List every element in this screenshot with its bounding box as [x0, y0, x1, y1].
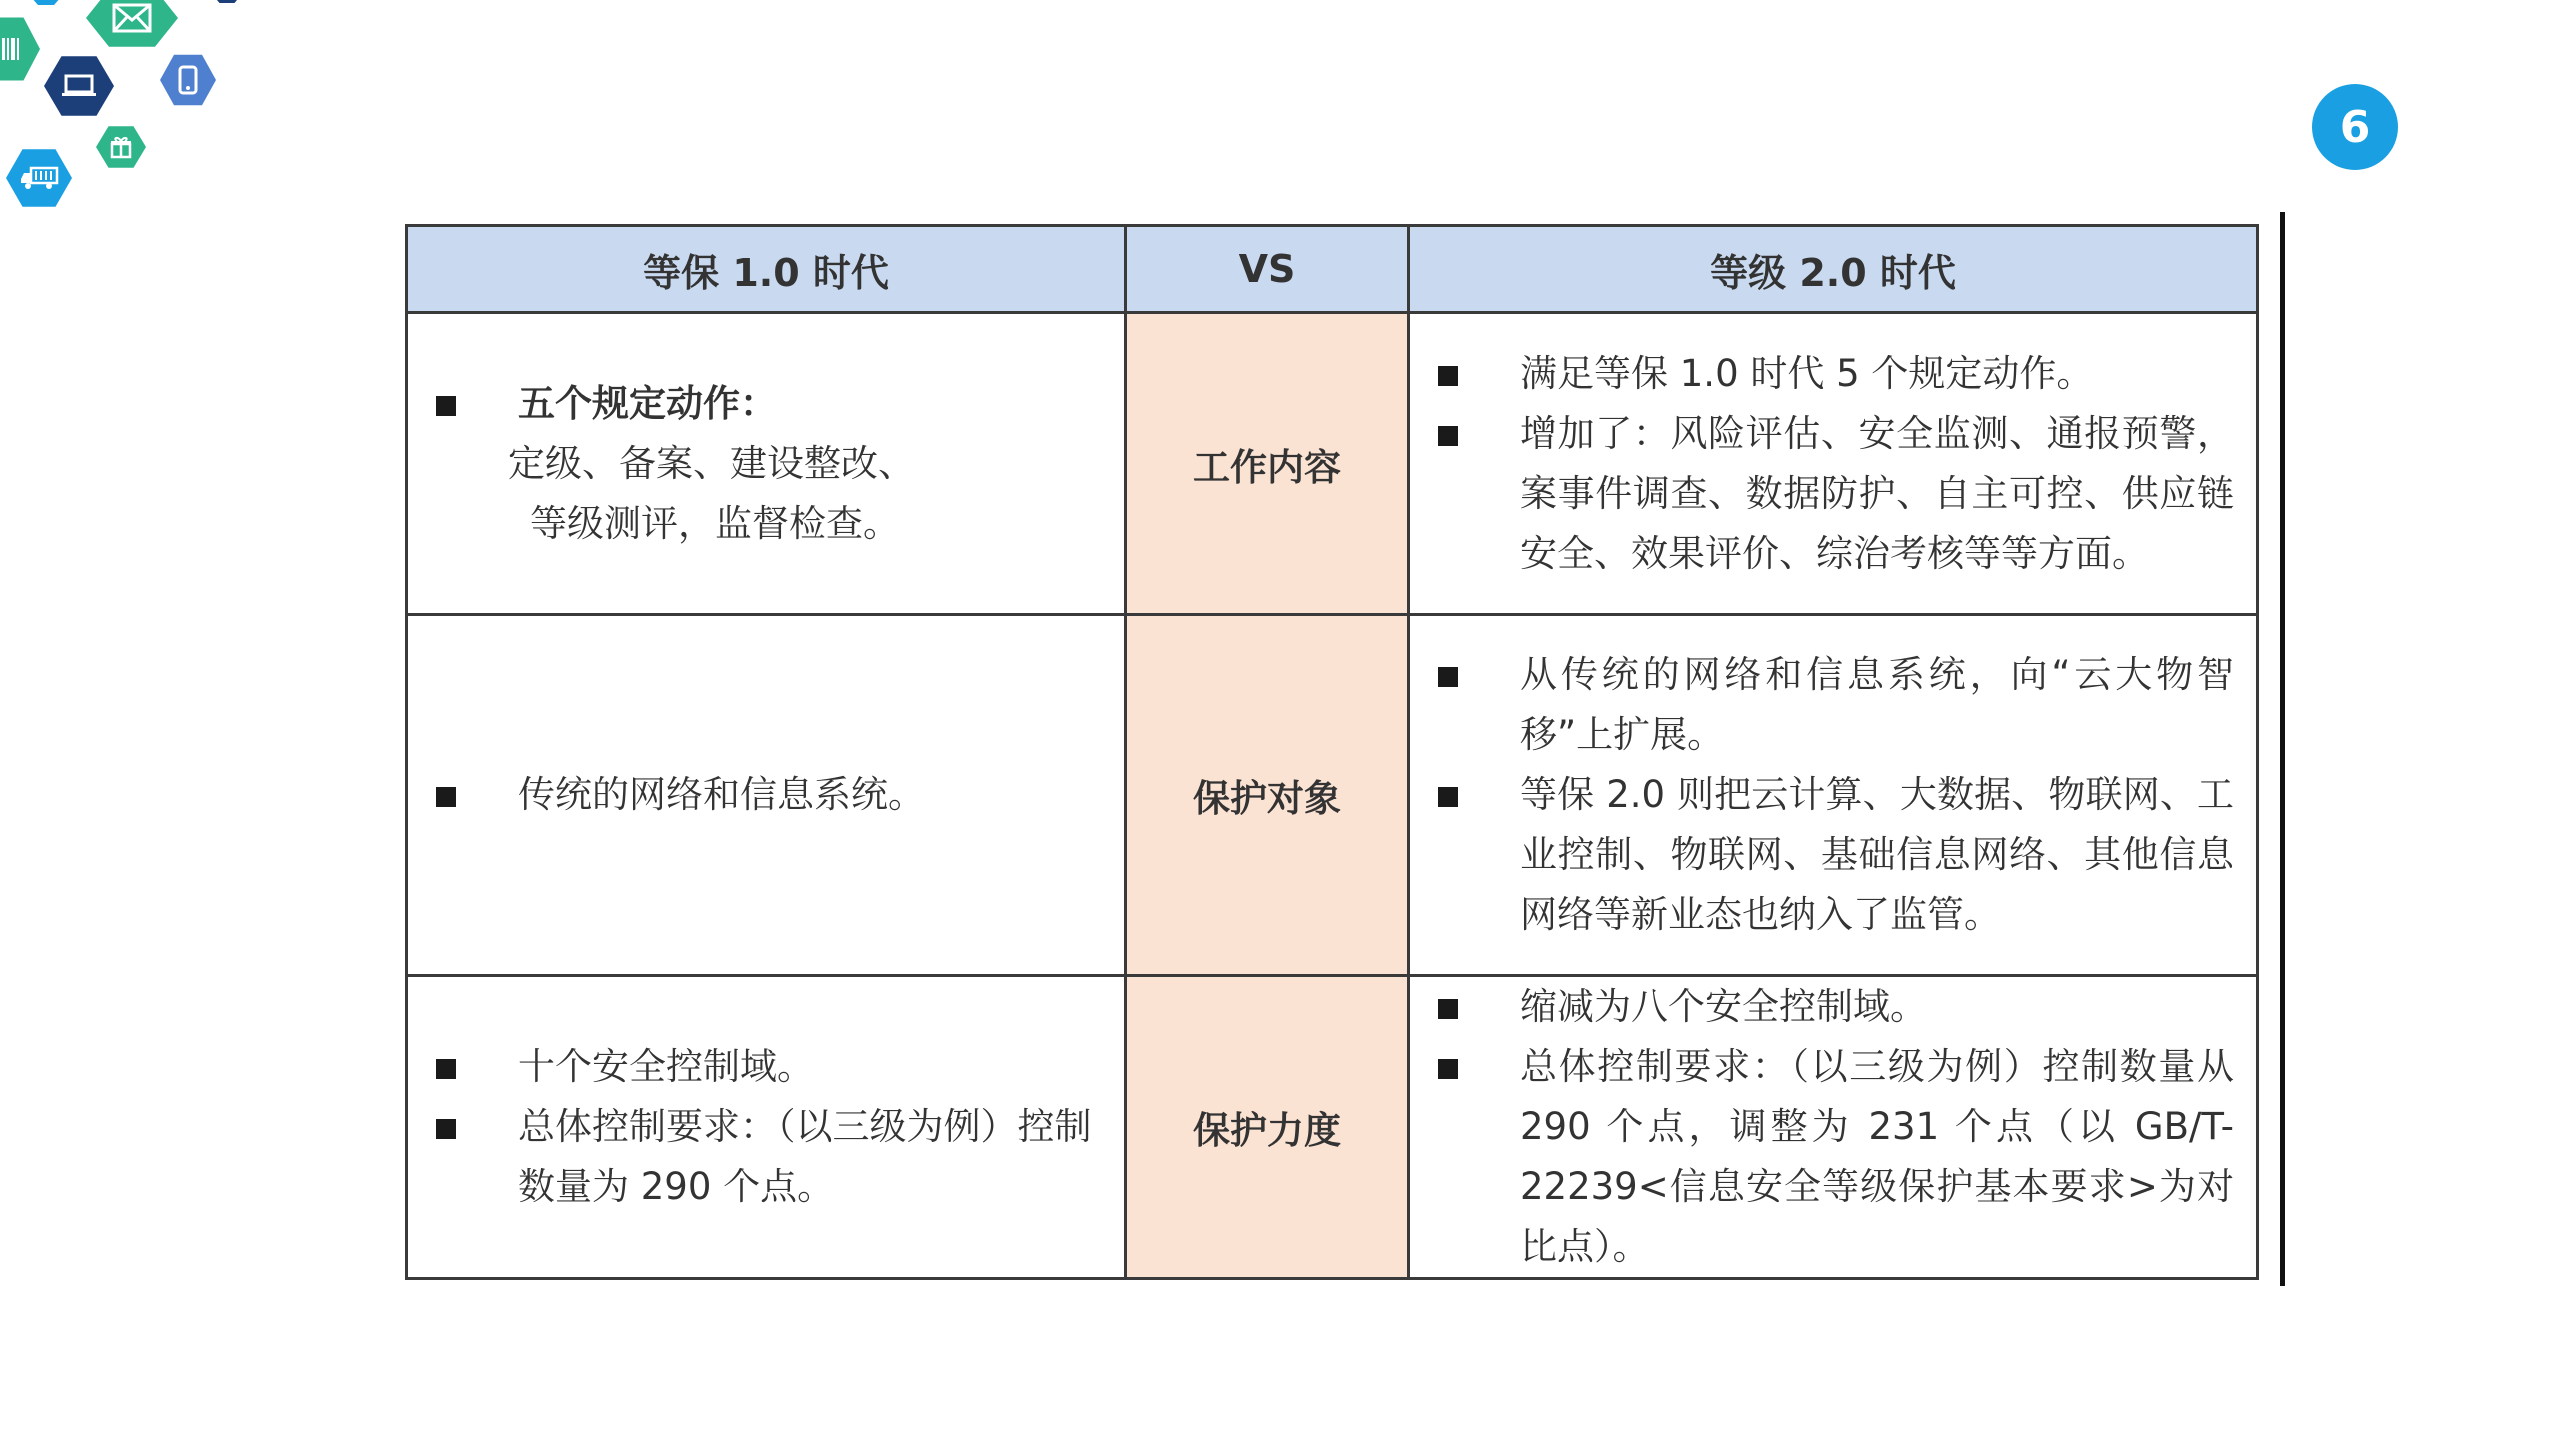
table-row-protection-strength	[407, 976, 2258, 1279]
category-work-content: 工作内容	[1126, 313, 1409, 615]
header-mlps-2: 等级 2.0 时代	[1409, 226, 2258, 313]
list-item	[1410, 977, 2234, 1037]
mail-icon	[112, 3, 152, 33]
list-item-text: 从传统的网络和信息系统，向“云大物智移”上扩展。	[1520, 653, 2234, 756]
bullet-square-icon	[436, 1059, 456, 1079]
mail-hex	[86, 0, 178, 50]
table-row-protected-objects	[407, 615, 2258, 976]
list-item	[1410, 765, 2234, 945]
cell-mlps1-protection-strength	[407, 976, 1126, 1279]
cell-mlps2-protected-objects	[1409, 615, 2258, 976]
bullet-list	[1410, 977, 2256, 1277]
list-item-text: 总体控制要求：（以三级为例）控制数量从 290 个点，调整为 231 个点（以 GB/T-22239<信息安全等级保护基本要求>为对比点）。	[1520, 1045, 2234, 1268]
sub-lines	[408, 434, 1124, 554]
bullet-list	[408, 1037, 1124, 1217]
small-navy-hex	[212, 0, 242, 4]
gift-icon	[109, 135, 133, 159]
bullet-square-icon	[436, 396, 456, 416]
list-item-text: 增加了：风险评估、安全监测、通报预警，案事件调查、数据防护、自主可控、供应链安全、效果评价、综治考核等等方面。	[1520, 411, 2234, 575]
header-mlps-1: 等保 1.0 时代	[407, 226, 1126, 313]
list-item	[408, 1097, 1108, 1217]
bullet-square-icon	[1438, 667, 1458, 687]
bullet-list	[408, 765, 1124, 825]
list-item	[1410, 1037, 2234, 1277]
list-item-text: 等保 2.0 则把云计算、大数据、物联网、工业控制、物联网、基础信息网络、其他信息网络等新业态也纳入了监管。	[1520, 773, 2234, 936]
list-item	[408, 374, 1108, 434]
table-row-work-content	[407, 313, 2258, 615]
bullet-square-icon	[1438, 426, 1458, 446]
sub-line: 定级、备案、建设整改、	[508, 441, 915, 485]
list-item-text: 总体控制要求：（以三级为例）控制数量为 290 个点。	[518, 1105, 1092, 1208]
list-item	[1410, 404, 2234, 584]
bullet-square-icon	[436, 1119, 456, 1139]
truck-hex	[6, 146, 72, 210]
bullet-square-icon	[1438, 366, 1458, 386]
page-number-badge	[2312, 84, 2398, 170]
bullet-list	[1410, 645, 2256, 945]
laptop-icon	[61, 73, 97, 99]
header-vs: VS	[1126, 226, 1409, 313]
list-item-text: 传统的网络和信息系统。	[518, 773, 925, 816]
list-item	[1410, 645, 2234, 765]
list-item-text: 五个规定动作：	[518, 381, 777, 425]
bullet-list	[408, 374, 1124, 434]
small-cyan-hex	[30, 0, 62, 6]
cell-mlps2-protection-strength	[1409, 976, 2258, 1279]
list-item	[408, 1037, 1108, 1097]
phone-icon	[178, 65, 198, 95]
bullet-square-icon	[1438, 999, 1458, 1019]
barcode-hex	[0, 14, 40, 84]
list-item-text: 满足等保 1.0 时代 5 个规定动作。	[1520, 351, 2094, 395]
sub-line: 等级测评，监督检查。	[530, 501, 900, 545]
comparison-table	[405, 224, 2259, 1280]
list-item	[1410, 344, 2234, 404]
phone-hex	[160, 52, 216, 108]
cell-mlps1-work-content	[407, 313, 1126, 615]
bullet-list	[1410, 344, 2256, 584]
table-header-row	[407, 226, 2258, 313]
page-number: 6	[2339, 101, 2371, 153]
bullet-square-icon	[1438, 1059, 1458, 1079]
list-item-text: 十个安全控制域。	[518, 1045, 814, 1088]
category-protection-strength: 保护力度	[1126, 976, 1409, 1279]
list-item-text: 缩减为八个安全控制域。	[1520, 985, 1927, 1028]
list-item	[408, 765, 1108, 825]
cell-mlps2-work-content	[1409, 313, 2258, 615]
category-protected-objects: 保护对象	[1126, 615, 1409, 976]
gift-hex	[96, 124, 146, 170]
barcode-icon	[0, 36, 24, 62]
cell-mlps1-protected-objects	[407, 615, 1126, 976]
truck-icon	[19, 165, 59, 191]
table-right-edge-line	[2280, 212, 2285, 1286]
bullet-square-icon	[1438, 787, 1458, 807]
laptop-hex	[44, 53, 114, 119]
bullet-square-icon	[436, 787, 456, 807]
